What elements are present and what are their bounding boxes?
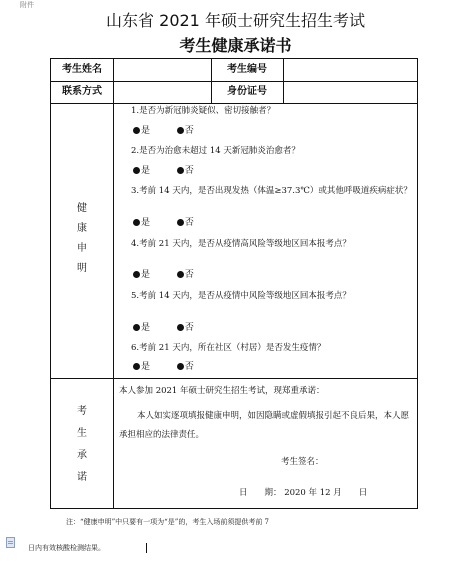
option-no[interactable]: 否	[177, 269, 194, 281]
question-3: 3.考前 14 天内，是否出现发热（体温≥37.3℃）或其他呼吸道疾病症状？	[131, 186, 412, 196]
question-1: 1.是否为新冠肺炎疑似、密切接触者？	[131, 106, 276, 116]
question-4-options	[133, 269, 218, 281]
radio-icon	[133, 219, 140, 226]
question-5: 5.考前 14 天内，是否从疫情中风险等级地区回本报考点？	[131, 291, 351, 301]
pledge-intro: 本人参加 2021 年硕士研究生招生考试，现郑重承诺：	[119, 386, 325, 396]
option-yes[interactable]: 是	[133, 269, 150, 281]
contact-field[interactable]	[114, 82, 210, 103]
question-6: 6.考前 21 天内，所在社区（村居）是否发生疫情？	[131, 343, 326, 353]
radio-icon	[177, 271, 184, 278]
radio-icon	[177, 363, 184, 370]
option-yes[interactable]: 是	[133, 165, 150, 177]
signature-line: 考生签名：	[281, 457, 324, 467]
name-label: 考生姓名	[62, 64, 102, 75]
radio-icon	[177, 167, 184, 174]
option-no[interactable]: 否	[177, 217, 194, 229]
id-number-label: 身份证号	[227, 86, 267, 97]
date-line: 日 期： 2020 年 12 月 日	[239, 488, 368, 498]
option-no[interactable]: 否	[177, 125, 194, 137]
radio-icon	[177, 324, 184, 331]
footnote-continued: 日内有效核酸检测结果。	[28, 544, 105, 552]
radio-icon	[177, 219, 184, 226]
option-yes[interactable]: 是	[133, 322, 150, 334]
question-6-options	[133, 361, 218, 373]
option-no[interactable]: 否	[177, 322, 194, 334]
row-divider	[51, 103, 417, 104]
radio-icon	[133, 324, 140, 331]
radio-icon	[133, 167, 140, 174]
option-yes[interactable]: 是	[133, 125, 150, 137]
name-field[interactable]	[114, 59, 210, 81]
radio-icon	[133, 127, 140, 134]
option-yes[interactable]: 是	[133, 217, 150, 229]
page-title: 山东省 2021 年硕士研究生招生考试	[106, 11, 365, 30]
attachment-mark: 附件	[20, 1, 34, 9]
column-divider	[113, 59, 114, 508]
health-pledge-form	[50, 58, 418, 509]
contact-label: 联系方式	[62, 86, 102, 97]
row-divider	[51, 378, 417, 379]
option-no[interactable]: 否	[177, 165, 194, 177]
radio-icon	[177, 127, 184, 134]
candidate-pledge-label: 考 生 承 诺	[77, 406, 87, 483]
radio-icon	[133, 363, 140, 370]
pledge-body: 本人如实逐项填报健康申明，如因隐瞒或虚假填报引起不良后果，本人愿承担相应的法律责任。	[119, 411, 410, 440]
footnote: 注：“健康申明”中只要有一项为“是”的，考生入场前须提供考前 7	[66, 518, 269, 526]
question-4: 4.考前 21 天内，是否从疫情高风险等级地区回本报考点？	[131, 239, 351, 249]
id-number-field[interactable]	[284, 82, 417, 103]
question-2-options	[133, 165, 218, 177]
question-3-options	[133, 217, 218, 229]
health-declaration-label: 健 康 申 明	[77, 203, 87, 274]
option-yes[interactable]: 是	[133, 361, 150, 373]
question-5-options	[133, 322, 218, 334]
option-no[interactable]: 否	[177, 361, 194, 373]
document-icon	[6, 537, 15, 548]
exam-number-label: 考生编号	[227, 64, 267, 75]
page-subtitle: 考生健康承诺书	[179, 36, 292, 55]
radio-icon	[133, 271, 140, 278]
exam-number-field[interactable]	[284, 59, 417, 81]
question-2: 2.是否为治愈未超过 14 天新冠肺炎治愈者？	[131, 146, 300, 156]
text-cursor	[146, 543, 147, 553]
question-1-options	[133, 125, 218, 137]
